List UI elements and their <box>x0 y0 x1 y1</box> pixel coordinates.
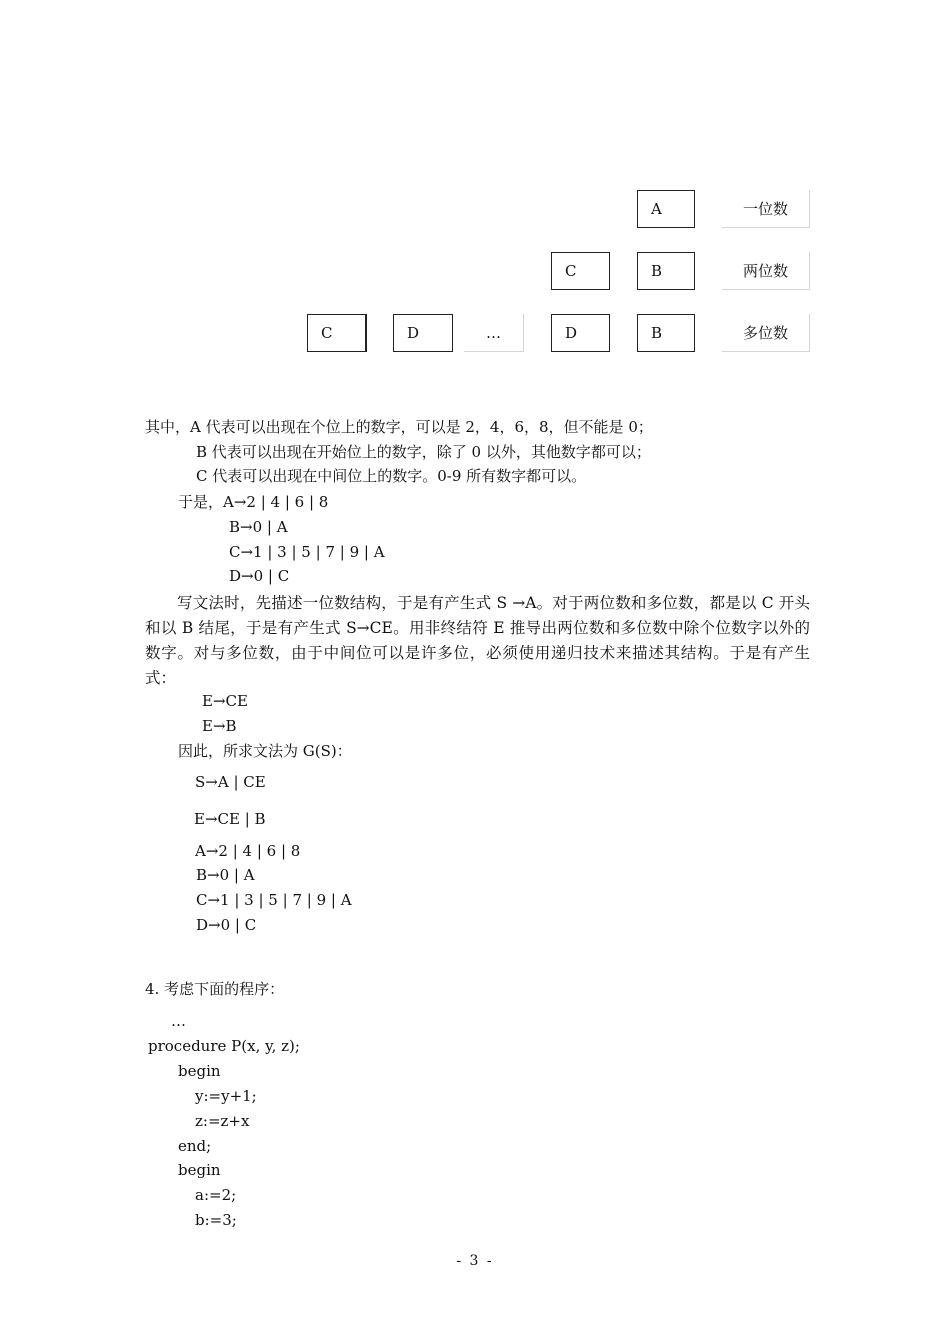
grammar-s: S→A | CE <box>195 773 266 791</box>
code-line: begin <box>178 1161 221 1179</box>
definition-b: B 代表可以出现在开始位上的数字，除了 0 以外，其他数字都可以； <box>196 443 651 461</box>
box-b-row2: B <box>637 252 695 290</box>
code-line: a:=2; <box>195 1186 237 1204</box>
page-number: - 3 - <box>456 1253 494 1269</box>
definition-c: C 代表可以出现在中间位上的数字。0-9 所有数字都可以。 <box>196 467 587 485</box>
rule-a: 于是，A→2 | 4 | 6 | 8 <box>178 493 329 511</box>
grammar-e: E→CE | B <box>194 810 266 828</box>
label-multi-digit: 多位数 <box>722 314 810 352</box>
grammar-d: D→0 | C <box>196 916 257 934</box>
code-line: procedure P(x, y, z); <box>148 1037 300 1055</box>
rule-b: B→0 | A <box>229 518 288 536</box>
code-line: … <box>171 1012 186 1030</box>
rule-d: D→0 | C <box>229 567 290 585</box>
rule-c: C→1 | 3 | 5 | 7 | 9 | A <box>229 543 385 561</box>
code-line: y:=y+1; <box>195 1087 257 1105</box>
code-line: b:=3; <box>195 1211 237 1229</box>
label-one-digit: 一位数 <box>722 190 810 228</box>
box-a-row1: A <box>637 190 695 228</box>
grammar-c: C→1 | 3 | 5 | 7 | 9 | A <box>196 891 352 909</box>
code-line: end; <box>178 1137 212 1155</box>
box-c-row2: C <box>551 252 610 290</box>
ellipsis-cell: … <box>464 314 524 352</box>
grammar-a: A→2 | 4 | 6 | 8 <box>195 842 301 860</box>
code-line: z:=z+x <box>195 1112 250 1130</box>
grammar-intro: 因此，所求文法为 G(S)： <box>178 742 352 760</box>
box-b-row3: B <box>637 314 695 352</box>
production-e-ce: E→CE <box>202 692 248 710</box>
grammar-b: B→0 | A <box>196 866 255 884</box>
box-d1-row3: D <box>393 314 453 352</box>
box-d2-row3: D <box>551 314 610 352</box>
explanation-paragraph: 写文法时，先描述一位数结构，于是有产生式 S →A。对于两位数和多位数，都是以 C 开头和以 B 结尾，于是有产生式 S→CE。用非终结符 E 推导出两位数和多位数中除个位数字以外的数字。对与多位数，由于中间位可以是许多位，必须使用递归技术来描述其结构。于是有产生式： <box>145 594 810 687</box>
box-c-row3: C <box>307 314 367 352</box>
code-line: begin <box>178 1062 221 1080</box>
definition-a: 其中，A 代表可以出现在个位上的数字，可以是 2，4，6，8，但不能是 0； <box>145 418 653 436</box>
production-e-b: E→B <box>202 717 237 735</box>
question-4-title: 4. 考虑下面的程序： <box>145 980 285 998</box>
label-two-digit: 两位数 <box>722 252 810 290</box>
